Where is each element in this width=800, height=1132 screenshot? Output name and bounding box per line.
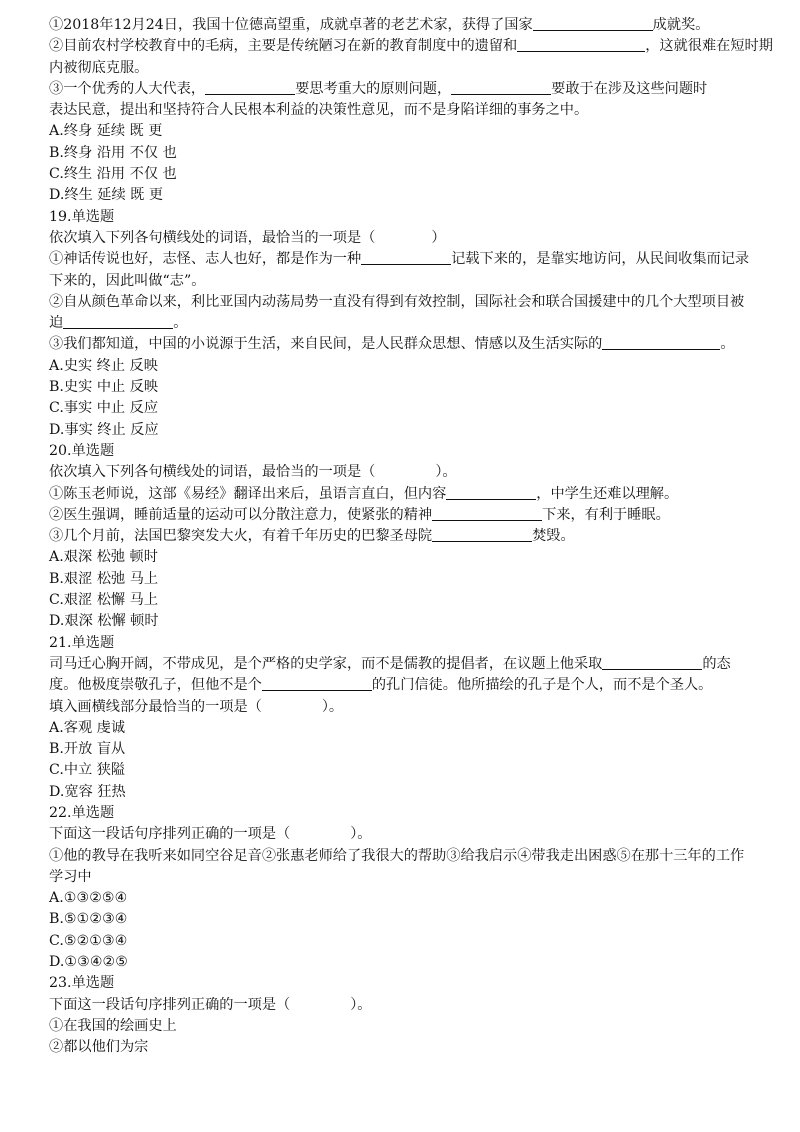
answer-blank — [262, 676, 372, 691]
answer-blank — [517, 37, 645, 52]
q22-option-d[interactable]: D.①③④②⑤ — [49, 954, 128, 971]
q19-option-c[interactable]: C.事实 中止 反应 — [49, 400, 159, 417]
q20-option-b[interactable]: B.艰涩 松弛 马上 — [49, 570, 159, 587]
q21-heading: 21.单选题 — [49, 634, 115, 651]
q20-option-a[interactable]: A.艰深 松弛 顿时 — [49, 549, 158, 566]
q18-sentence-1: ①2018年12月24日，我国十位德高望重，成就卓著的老艺术家，获得了国家 成就奖。 — [49, 17, 710, 33]
q20-option-d[interactable]: D.艰深 松懈 顿时 — [49, 613, 159, 630]
q18-option-a[interactable]: A.终身 延续 既 更 — [49, 123, 163, 140]
answer-blank — [602, 335, 720, 350]
q19-heading: 19.单选题 — [49, 208, 115, 225]
answer-paren-space — [290, 997, 350, 1011]
q19-sentence-1-cont: 下来的，因此叫做“志”。 — [49, 272, 206, 289]
q20-stem: 依次填入下列各句横线处的词语，最恰当的一项是（ ）。 — [49, 464, 457, 481]
q23-sentence-2: ②都以他们为宗 — [49, 1039, 149, 1056]
q18-sentence-2: ②目前农村学校教育中的毛病，主要是传统陋习在新的教育制度中的遗留和 ，这就很难在短时期 — [49, 38, 773, 55]
q21-option-a[interactable]: A.客观 虔诚 — [49, 719, 126, 736]
q22-option-b[interactable]: B.⑤①②③④ — [49, 911, 128, 928]
q23-stem: 下面这一段话句序排列正确的一项是（ ）。 — [49, 996, 372, 1013]
answer-paren-space — [375, 230, 431, 244]
answer-blank — [432, 506, 542, 521]
q19-stem: 依次填入下列各句横线处的词语，最恰当的一项是（ ） — [49, 229, 446, 246]
q21-option-b[interactable]: B.开放 盲从 — [49, 741, 126, 758]
q22-sentences: ①他的教导在我听来如同空谷足音②张惠老师给了我很大的帮助③给我启示④带我走出困惑⑤在那十三年的工作 — [49, 847, 745, 864]
q18-option-d[interactable]: D.终生 延续 既 更 — [49, 187, 164, 204]
answer-blank — [205, 80, 295, 95]
q22-stem: 下面这一段话句序排列正确的一项是（ ）。 — [49, 826, 372, 843]
answer-blank — [361, 250, 451, 265]
q21-passage-1: 司马迁心胸开阔，不带成见，是个严格的史学家，而不是儒教的提倡者，在议题上他采取 的态 — [49, 655, 731, 672]
q23-sentence-1: ①在我国的绘画史上 — [49, 1017, 177, 1034]
answer-blank — [533, 16, 653, 31]
q20-sentence-2: ②医生强调，睡前适量的运动可以分散注意力，使紧张的精神 下来，有利于睡眠。 — [49, 506, 670, 523]
q22-sentences-cont: 学习中 — [49, 868, 92, 885]
q21-option-c[interactable]: C.中立 狭隘 — [49, 762, 126, 779]
answer-blank — [63, 314, 173, 329]
q22-heading: 22.单选题 — [49, 804, 115, 821]
q19-sentence-2-cont: 迫 。 — [49, 315, 188, 332]
q18-option-c[interactable]: C.终生 沿用 不仅 也 — [49, 166, 177, 183]
q21-stem: 填入画横线部分最恰当的一项是（ ）。 — [49, 698, 344, 715]
answer-paren-space — [262, 699, 322, 713]
q18-sentence-3-cont: 表达民意，提出和坚持符合人民根本利益的决策性意见，而不是身陷详细的事务之中。 — [49, 102, 589, 119]
q20-sentence-3: ③几个月前，法国巴黎突发大火，有着千年历史的巴黎圣母院 焚毁。 — [49, 528, 575, 545]
q19-option-a[interactable]: A.史实 终止 反映 — [49, 357, 158, 374]
answer-blank — [602, 655, 702, 670]
answer-paren-space — [375, 464, 435, 478]
answer-blank — [432, 527, 532, 542]
answer-paren-space — [290, 826, 350, 840]
q19-sentence-2: ②自从颜色革命以来，利比亚国内动荡局势一直没有得到有效控制，国际社会和联合国援建中的几个大型项目被 — [49, 293, 745, 310]
answer-blank — [451, 80, 551, 95]
q22-option-a[interactable]: A.①③②⑤④ — [49, 890, 128, 907]
q19-sentence-1: ①神话传说也好，志怪、志人也好，都是作为一种 记载下来的，是靠实地访问，从民间收集而记录 — [49, 251, 750, 268]
q19-sentence-3: ③我们都知道，中国的小说源于生活，来自民间，是人民群众思想、情感以及生活实际的 。 — [49, 336, 735, 353]
q20-heading: 20.单选题 — [49, 442, 115, 459]
q22-option-c[interactable]: C.⑤②①③④ — [49, 932, 128, 949]
q21-passage-2: 度。他极度崇敬孔子，但他不是个 的孔门信徒。他所描绘的孔子是个人，而不是个圣人。 — [49, 677, 713, 694]
q23-heading: 23.单选题 — [49, 975, 115, 992]
q18-sentence-2-cont: 内被彻底克服。 — [49, 59, 149, 76]
q21-option-d[interactable]: D.宽容 狂热 — [49, 783, 126, 800]
q18-option-b[interactable]: B.终身 沿用 不仅 也 — [49, 144, 177, 161]
q20-option-c[interactable]: C.艰涩 松懈 马上 — [49, 592, 159, 609]
q20-sentence-1: ①陈玉老师说，这部《易经》翻译出来后，虽语言直白，但内容 ，中学生还难以理解。 — [49, 485, 679, 502]
q19-option-b[interactable]: B.史实 中止 反映 — [49, 379, 159, 396]
answer-blank — [446, 485, 536, 500]
q18-sentence-3: ③一个优秀的人大代表， 要思考重大的原则问题， 要敢于在涉及这些问题时 — [49, 80, 708, 97]
q19-option-d[interactable]: D.事实 终止 反应 — [49, 421, 159, 438]
